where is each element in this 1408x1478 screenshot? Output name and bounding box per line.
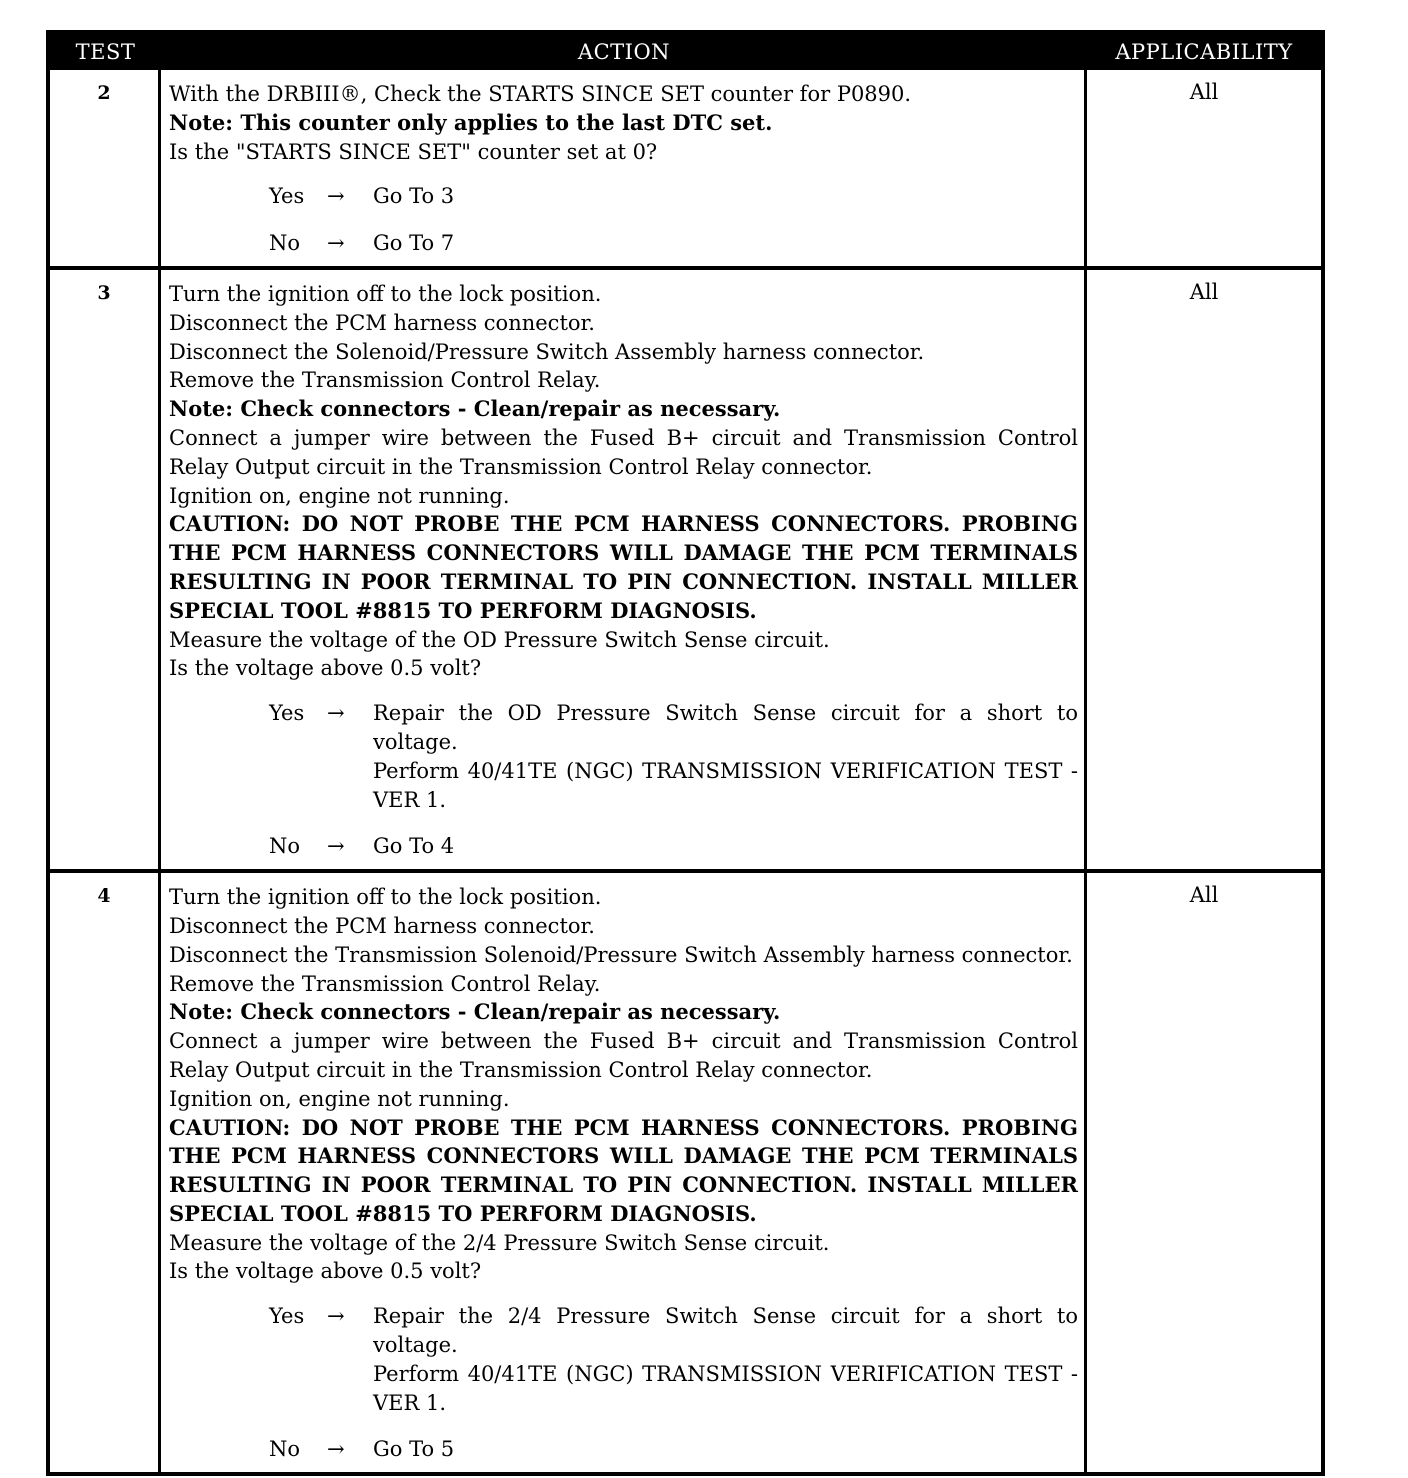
note-text: Note: Check connectors - Clean/repair as necessary. [169, 999, 781, 1025]
instruction-text: Turn the ignition off to the lock position. [169, 885, 602, 910]
arrow-right-icon: → [327, 184, 345, 209]
table-row [50, 266, 1321, 869]
answer-label: No [269, 231, 301, 256]
header-action: ACTION [577, 40, 671, 64]
instruction-text: Is the voltage above 0.5 volt? [169, 1259, 482, 1284]
instruction-text: Ignition on, engine not running. [169, 1086, 510, 1111]
test-number: 4 [50, 873, 161, 1472]
instruction-text: Disconnect the PCM harness connector. [169, 310, 595, 335]
answer-yes [269, 182, 1078, 211]
action-cell [161, 70, 1087, 266]
arrow-right-icon: → [327, 1437, 345, 1462]
answer-body [373, 229, 1078, 258]
instruction-text: Is the voltage above 0.5 volt? [169, 656, 482, 681]
answer-text: Go To 3 [373, 184, 455, 209]
instruction-text: Measure the voltage of the 2/4 Pressure Switch Sense circuit. [169, 1230, 830, 1255]
instruction-text: With the DRBIII®, Check the STARTS SINCE SET counter for P0890. [169, 82, 912, 106]
instruction-text: Ignition on, engine not running. [169, 483, 510, 508]
arrow-right-icon: → [327, 1304, 345, 1329]
applicability-value: All [1189, 883, 1219, 908]
instruction-text: Connect a jumper wire between the Fused B+ circuit and Transmission Control Relay Output circuit in the Transmission Control Relay connector. [169, 425, 1078, 479]
instruction-text: Disconnect the Solenoid/Pressure Switch Assembly harness connector. [169, 339, 925, 364]
diagnostic-table [46, 30, 1325, 1476]
answer-list [169, 699, 1078, 861]
answer-body [373, 699, 1078, 814]
answer-label: No [269, 1437, 301, 1462]
answer-body [373, 182, 1078, 211]
instruction-text: Disconnect the PCM harness connector. [169, 913, 595, 938]
table-body [50, 70, 1321, 1472]
answer-label: Yes [269, 184, 305, 209]
answer-body [373, 832, 1078, 861]
test-number: 3 [50, 270, 161, 869]
instruction-text: Turn the ignition off to the lock position. [169, 281, 602, 306]
answer-text: Go To 5 [373, 1437, 455, 1462]
instruction-text: Disconnect the Transmission Solenoid/Pressure Switch Assembly harness connector. [169, 942, 1073, 967]
note-text: Note: Check connectors - Clean/repair as necessary. [169, 396, 781, 422]
answer-list [169, 1302, 1078, 1464]
answer-label: No [269, 834, 301, 859]
answer-yes [269, 1302, 1078, 1417]
answer-body [373, 1435, 1078, 1464]
table-header [50, 34, 1321, 70]
instruction-text: Measure the voltage of the OD Pressure Switch Sense circuit. [169, 627, 830, 652]
instruction-text: Is the "STARTS SINCE SET" counter set at 0? [169, 139, 658, 164]
answer-yes [269, 699, 1078, 814]
instruction-text: Remove the Transmission Control Relay. [169, 971, 601, 996]
answer-text: Go To 7 [373, 231, 455, 256]
applicability-value: All [1189, 279, 1219, 304]
answer-label: Yes [269, 701, 305, 726]
header-applicability: APPLICABILITY [1115, 40, 1293, 64]
answer-body [373, 1302, 1078, 1417]
answer-text: Perform 40/41TE (NGC) TRANSMISSION VERIFICATION TEST - VER 1. [373, 758, 1078, 812]
instruction-text: Connect a jumper wire between the Fused B+ circuit and Transmission Control Relay Output circuit in the Transmission Control Relay connector. [169, 1029, 1078, 1082]
answer-no [269, 1435, 1078, 1464]
answer-no [269, 832, 1078, 861]
header-test: TEST [75, 40, 136, 64]
note-text: CAUTION: DO NOT PROBE THE PCM HARNESS CONNECTORS. PROBING THE PCM HARNESS CONNECTORS WILL DAMAGE THE PCM TERMINALS RESULTING IN POOR TERMINAL TO PIN CONNECTION. INSTALL MILLER SPECIAL TOOL #8815 TO PERFORM DIAGNOSIS. [169, 511, 1078, 623]
action-cell [161, 873, 1087, 1472]
arrow-right-icon: → [327, 231, 345, 256]
answer-text: Repair the OD Pressure Switch Sense circuit for a short to voltage. [373, 701, 1078, 754]
answer-no [269, 229, 1078, 258]
arrow-right-icon: → [327, 701, 345, 726]
applicability-value: All [1189, 80, 1219, 104]
arrow-right-icon: → [327, 834, 345, 859]
test-number: 2 [50, 70, 161, 266]
answer-text: Repair the 2/4 Pressure Switch Sense circuit for a short to voltage. [373, 1304, 1078, 1358]
answer-text: Go To 4 [373, 834, 455, 859]
instruction-text: Remove the Transmission Control Relay. [169, 368, 601, 393]
answer-label: Yes [269, 1304, 305, 1329]
table-row [50, 869, 1321, 1472]
action-cell [161, 270, 1087, 869]
answer-text: Perform 40/41TE (NGC) TRANSMISSION VERIFICATION TEST - VER 1. [373, 1361, 1078, 1415]
table-row [50, 70, 1321, 266]
note-text: CAUTION: DO NOT PROBE THE PCM HARNESS CONNECTORS. PROBING THE PCM HARNESS CONNECTORS WILL DAMAGE THE PCM TERMINALS RESULTING IN POOR TERMINAL TO PIN CONNECTION. INSTALL MILLER SPECIAL TOOL #8815 TO PERFORM DIAGNOSIS. [169, 1114, 1078, 1226]
note-text: Note: This counter only applies to the last DTC set. [169, 109, 773, 135]
answer-list [169, 182, 1078, 258]
